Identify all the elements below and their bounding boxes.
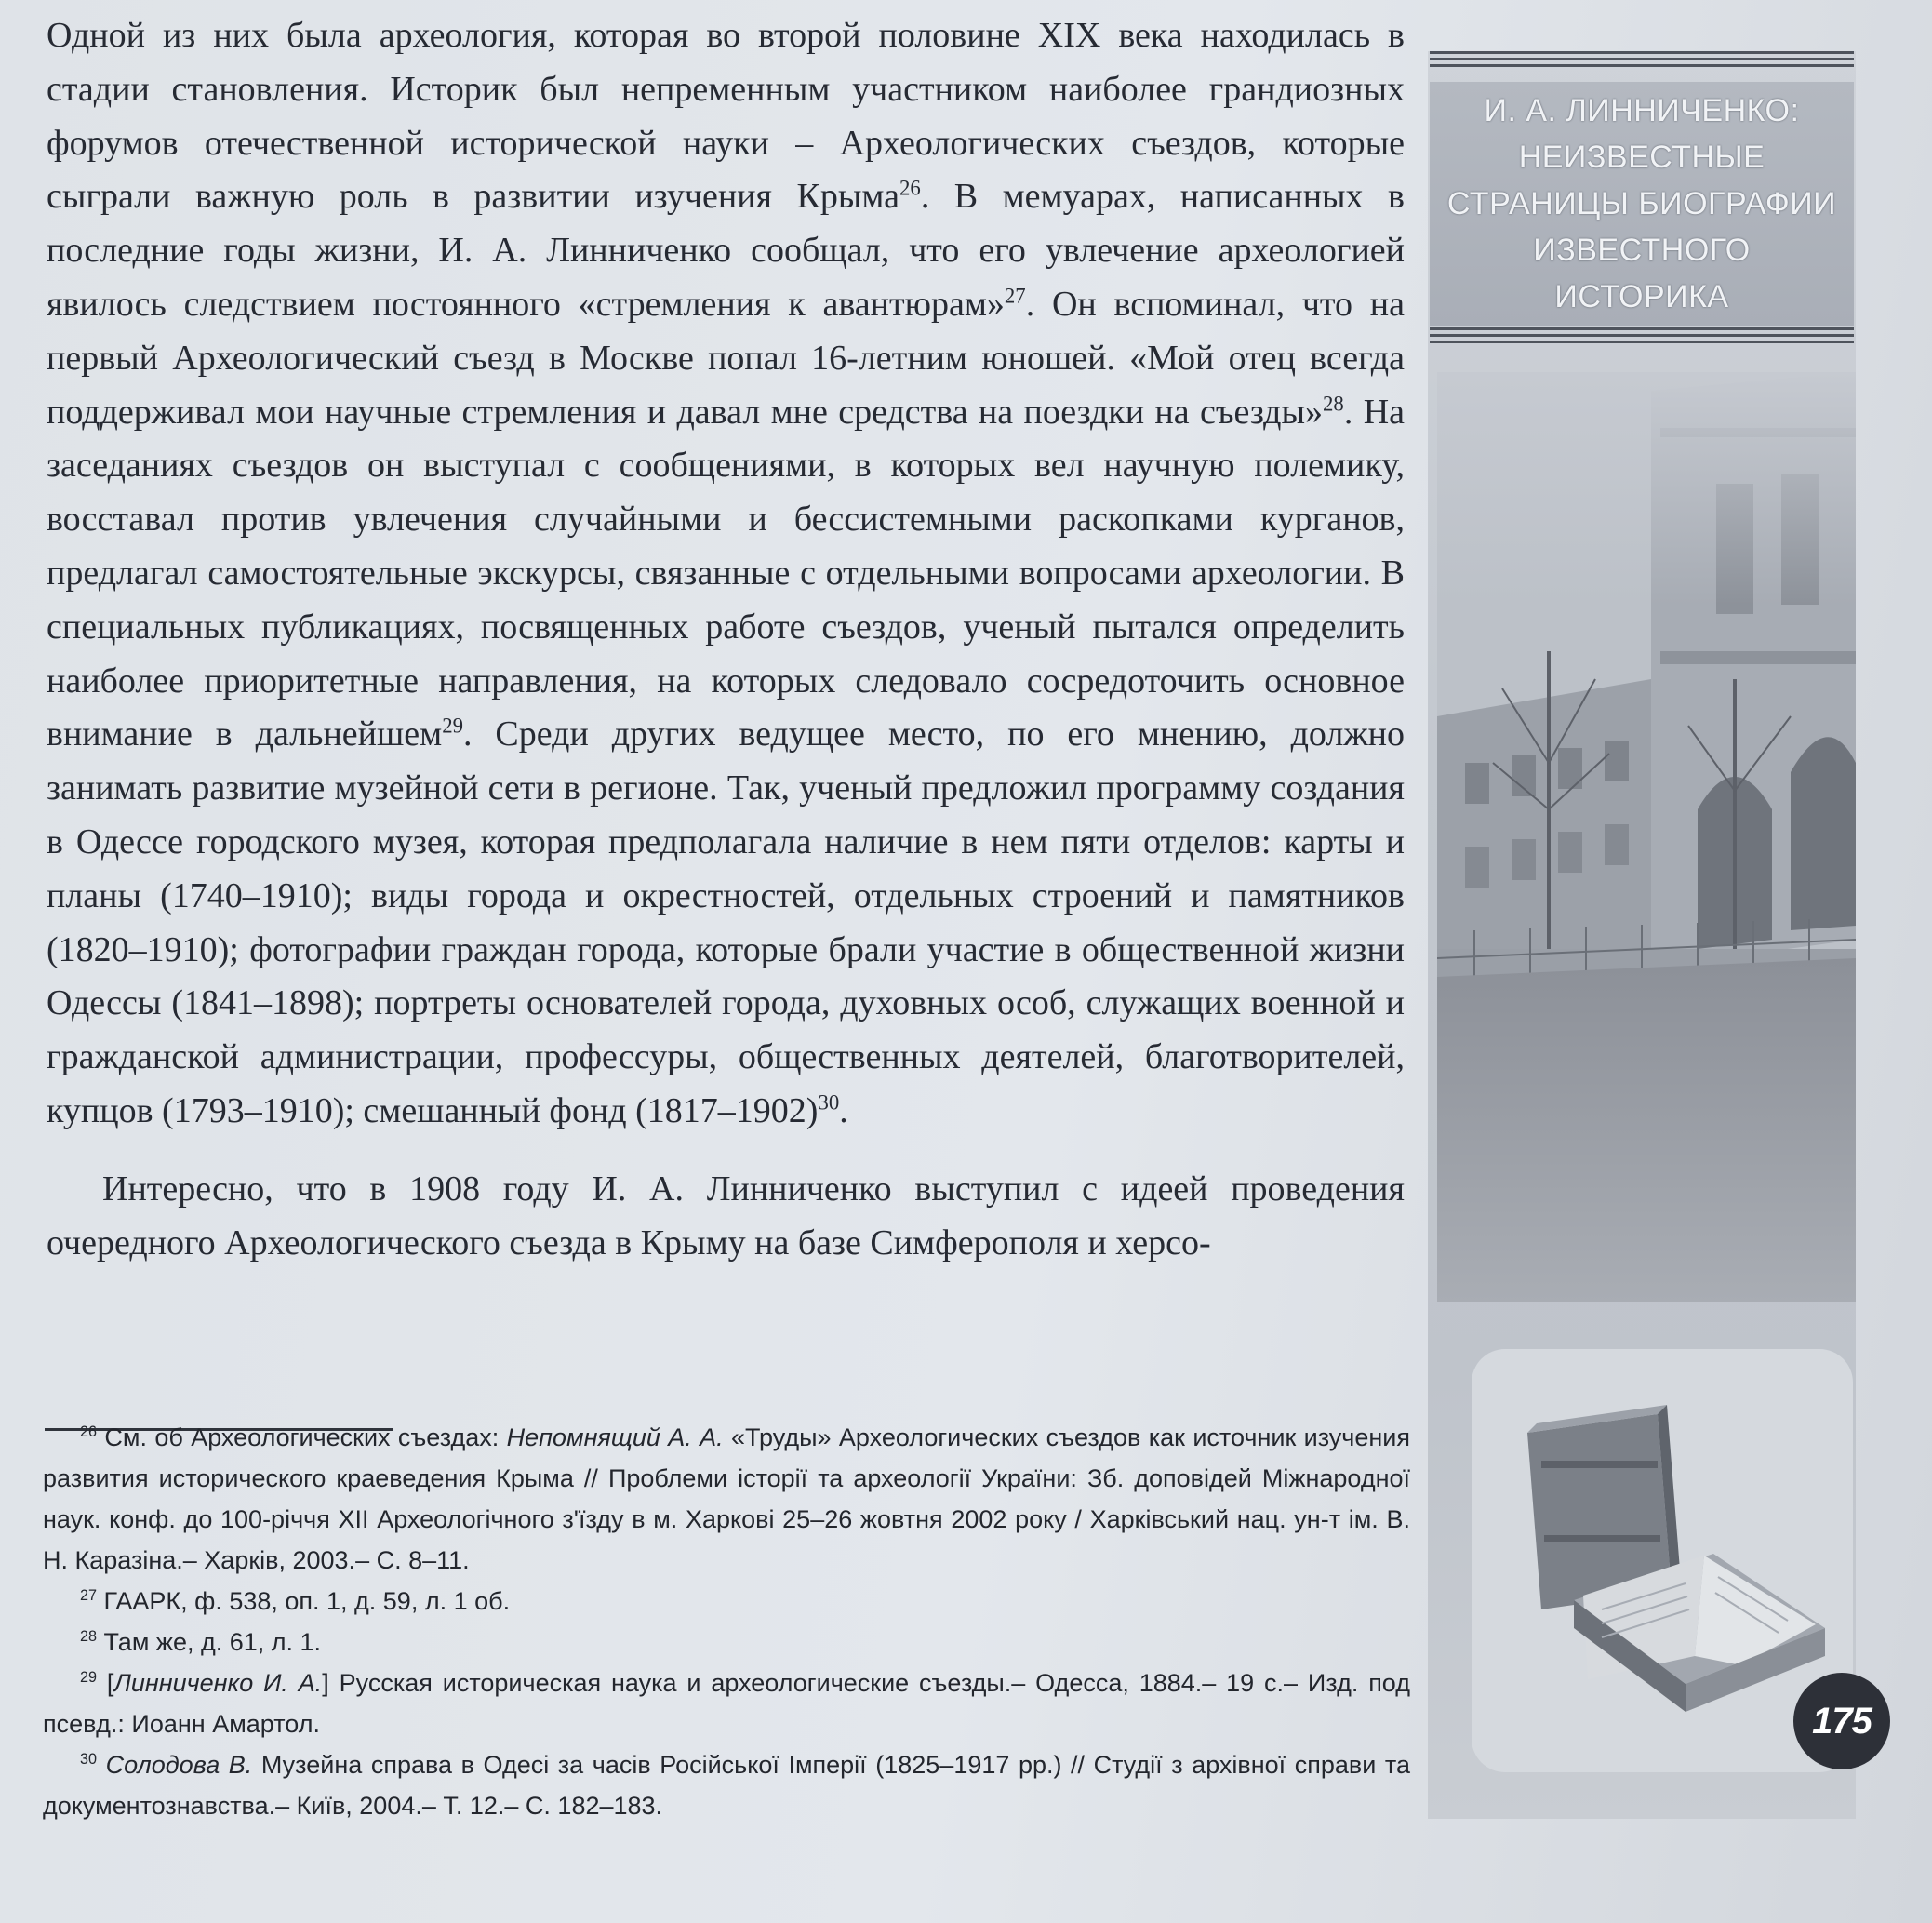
footnote-ref-27: 27 (1004, 284, 1026, 308)
title-line: ИЗВЕСТНОГО (1533, 233, 1751, 268)
building-photo (1437, 372, 1856, 1302)
paragraph-2: Интересно, что в 1908 году И. А. Линниченко выступил с идеей проведения очередного Археологического съезда в Крыму на базе Симферополя и херсо- (47, 1168, 1405, 1262)
page-number: 175 (1812, 1700, 1872, 1742)
page-number-badge (1793, 1673, 1890, 1769)
footnote-26: $^{26}$ См. об Археологических съездах: Непомнящий А. А. «Труды» Археологических съездов как источник изучения развития исторического краеведения Крыма // Проблеми історії та археології України: Зб. доповідей Міжнародної наук. конф. до 100-річчя XII Археологічного з'їзду в м. Харкові 25–26 жовтня 2002 року / Харківський нац. ун-т ім. В. Н. Каразіна.– Харків, 2003.– С. 8–11. (43, 1423, 1410, 1574)
main-text (47, 9, 1405, 1270)
footnotes (43, 1417, 1410, 1826)
bottom-rules (1430, 327, 1854, 347)
title-line: СТРАНИЦЫ БИОГРАФИИ (1446, 186, 1837, 221)
top-rules (1430, 51, 1854, 71)
footnote-29: $^{29}$ [Линниченко И. А.] Русская историческая наука и археологические съезды.– Одесса, 1884.– 19 с.– Изд. под псевд.: Иоанн Амартол. (43, 1669, 1410, 1738)
title-line: НЕИЗВЕСТНЫЕ (1518, 140, 1765, 175)
footnote-ref-29: 29 (442, 714, 463, 738)
footnote-30: $^{30}$ Солодова В. Музейна справа в Одесі за часів Російської Імперії (1825–1917 рр.) // Студії з архівної справи та документознавства.– Київ, 2004.– Т. 12.– С. 182–183. (43, 1751, 1410, 1820)
footnote-ref-28: 28 (1323, 391, 1344, 415)
paragraph-1: Одной из них была археология, которая во второй половине XIX века находилась в стадии становления. Историк был непременным участником наиболее грандиозных форумов отечественной исторической науки – Археологических съездов, которые сыграли важную роль в развитии изучения Крыма$^{26}$. В мемуарах, написанных в последние годы жизни, И. А. Линниченко сообщал, что его увлечение археологией явилось следствием постоянного «стремления к авантюрам»$^{27}$. Он вспоминал, что на первый Археологический съезд в Москве попал 16-летним юношей. «Мой отец всегда поддерживал мои научные стремления и давал мне средства на поездки на съезды»$^{28}$. На заседаниях съездов он выступал с сообщениями, в которых вел научную полемику, восставал против увлечения случайными и бессистемными раскопками курганов, предлагал самостоятельные экскурсы, связанные с отдельными вопросами археологии. В специальных публикациях, посвященных работе съездов, ученый пытался определить наиболее приоритетные направления, на которых следовало сосредоточить основное внимание в дальнейшем$^{29}$. Среди других ведущее место, по его мнению, должно занимать развитие музейной сети в регионе. Так, ученый предложил программу создания в Одессе городского музея, которая предполагала наличие в нем пяти отделов: карты и планы (1740–1910); виды города и окрестностей, отдельных строений и памятников (1820–1910); фотографии граждан города, которые брали участие в общественной жизни Одессы (1841–1898); портреты основателей города, духовных особ, служащих военной и гражданской администрации, профессуры, общественных деятелей, благотворителей, купцов (1793–1910); смешанный фонд (1817–1902)$^{30}$. (47, 16, 1405, 1130)
footnote-28: $^{28}$ Там же, д. 61, л. 1. (80, 1628, 322, 1656)
section-title (1430, 82, 1854, 326)
title-line: И. А. ЛИННИЧЕНКО: (1484, 93, 1800, 128)
title-line: ИСТОРИКА (1554, 279, 1729, 314)
footnote-ref-30: 30 (818, 1090, 840, 1115)
footnote-27: $^{27}$ ГААРК, ф. 538, оп. 1, д. 59, л. 1 об. (80, 1587, 511, 1615)
footnote-ref-26: 26 (899, 176, 921, 200)
